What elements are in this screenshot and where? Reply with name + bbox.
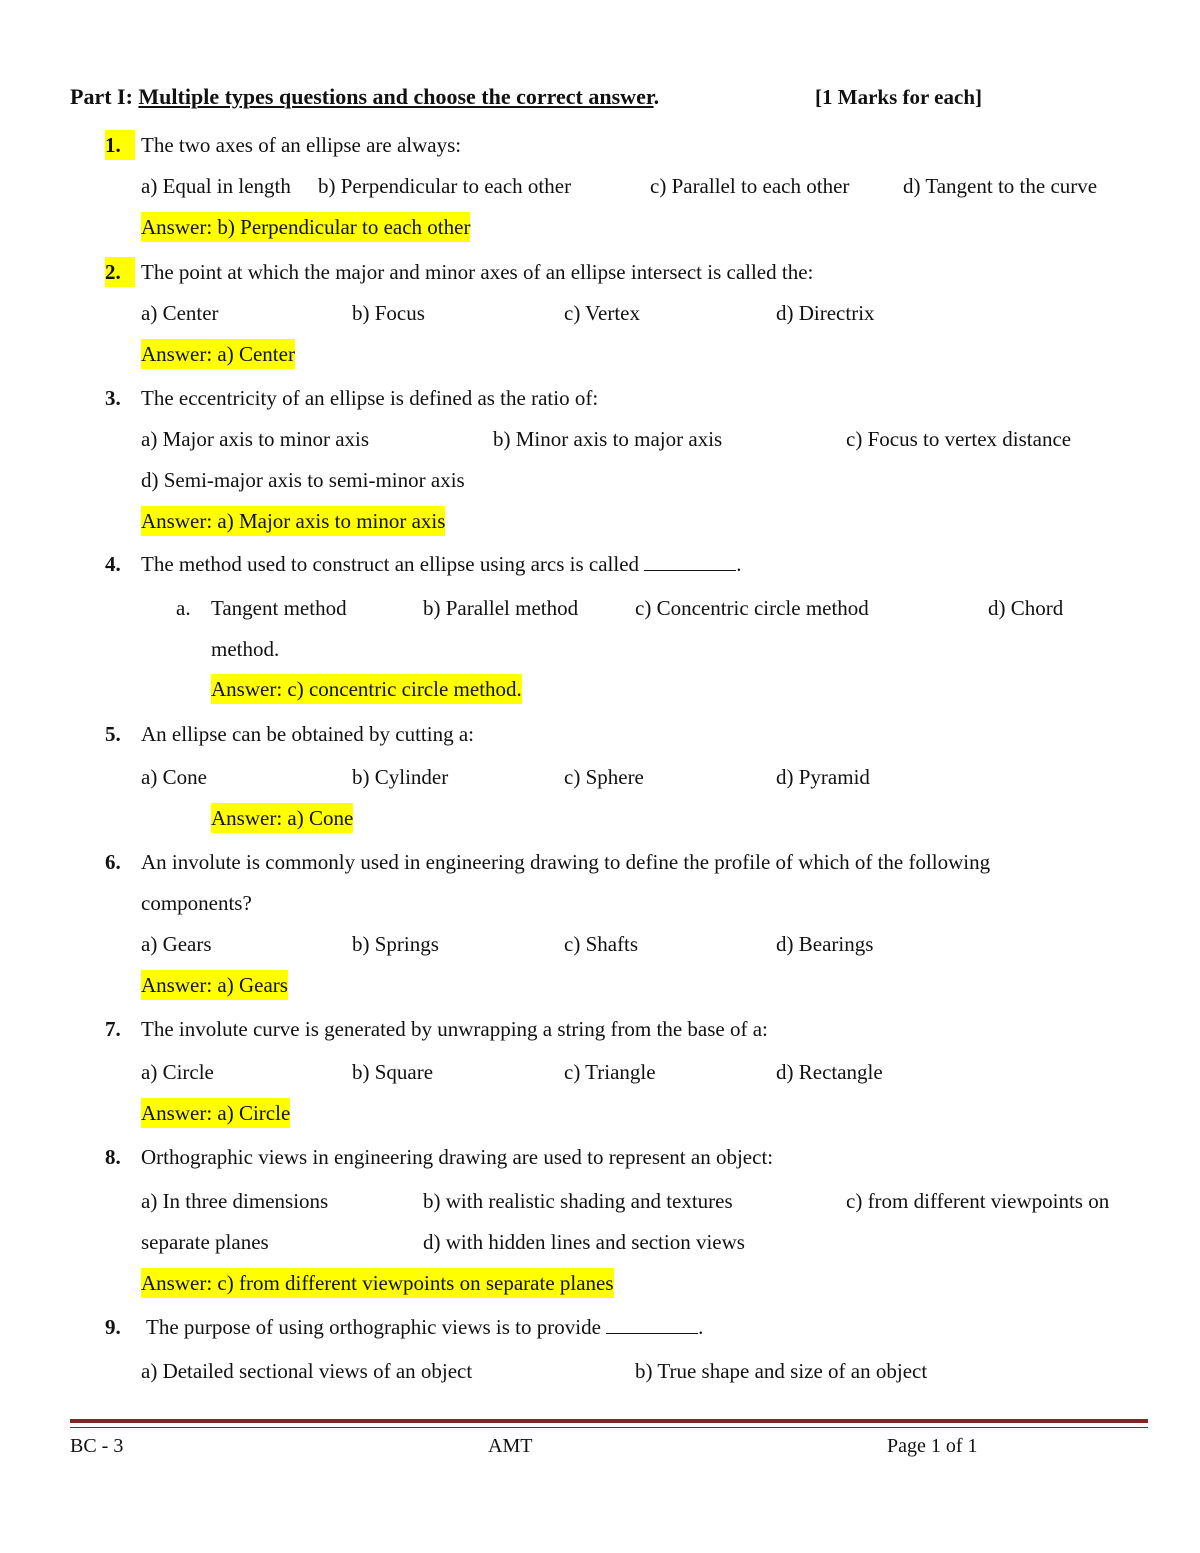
question-text: An involute is commonly used in engineering drawing to define the profile of which of the following bbox=[141, 850, 991, 874]
option: c) from different viewpoints on bbox=[846, 1189, 1110, 1213]
part-title: Multiple types questions and choose the correct answer bbox=[138, 84, 654, 109]
answer-highlight: Answer: a) Gears bbox=[141, 970, 288, 1000]
question-text-main: The method used to construct an ellipse using arcs is called bbox=[141, 552, 640, 576]
footer-page-number: Page 1 of 1 bbox=[887, 1435, 978, 1457]
footer-center: AMT bbox=[488, 1435, 533, 1457]
question-text: An ellipse can be obtained by cutting a: bbox=[141, 722, 474, 746]
option: a) Equal in length bbox=[141, 174, 291, 198]
footer-left: BC - 3 bbox=[70, 1435, 124, 1457]
option: b) Square bbox=[352, 1060, 434, 1084]
option: a) Gears bbox=[141, 932, 212, 956]
option: d) Chord bbox=[988, 596, 1064, 620]
option: a) Detailed sectional views of an object bbox=[141, 1359, 473, 1383]
question-number: 3. bbox=[105, 386, 121, 410]
answer-highlight: Answer: c) concentric circle method. bbox=[211, 674, 522, 704]
option-continued: method. bbox=[211, 637, 280, 661]
option: b) Perpendicular to each other bbox=[318, 174, 572, 198]
answer-highlight: Answer: a) Center bbox=[141, 339, 295, 369]
answer-highlight: Answer: b) Perpendicular to each other bbox=[141, 212, 470, 242]
question-number: 6. bbox=[105, 850, 121, 874]
footer-rule-thick bbox=[70, 1419, 1148, 1423]
option: b) with realistic shading and textures bbox=[423, 1189, 733, 1213]
option: c) Triangle bbox=[564, 1060, 656, 1084]
answer-highlight: Answer: a) Cone bbox=[211, 803, 353, 833]
question-number: 7. bbox=[105, 1017, 121, 1041]
part-heading bbox=[70, 82, 659, 112]
option-continued: separate planes bbox=[141, 1230, 269, 1254]
marks-note: [1 Marks for each] bbox=[815, 85, 982, 109]
option: a) Center bbox=[141, 301, 219, 325]
option: d) with hidden lines and section views bbox=[423, 1230, 745, 1254]
fill-blank bbox=[606, 1313, 698, 1334]
option: c) Focus to vertex distance bbox=[846, 427, 1072, 451]
option: d) Bearings bbox=[776, 932, 874, 956]
question-number: 5. bbox=[105, 722, 121, 746]
option: d) Directrix bbox=[776, 301, 875, 325]
option: c) Shafts bbox=[564, 932, 639, 956]
option: a) Circle bbox=[141, 1060, 214, 1084]
question-text: The eccentricity of an ellipse is defined as the ratio of: bbox=[141, 386, 599, 410]
answer-highlight: Answer: a) Circle bbox=[141, 1098, 290, 1128]
question-text-continued: components? bbox=[141, 891, 252, 915]
option: b) Focus bbox=[352, 301, 425, 325]
question-text-end: . bbox=[698, 1315, 704, 1339]
option: Tangent method bbox=[211, 596, 347, 620]
question-number: 8. bbox=[105, 1145, 121, 1169]
option: b) Cylinder bbox=[352, 765, 449, 789]
option: b) Springs bbox=[352, 932, 439, 956]
question-text: The point at which the major and minor axes of an ellipse intersect is called the: bbox=[141, 260, 814, 284]
question-number: 4. bbox=[105, 552, 121, 576]
question-text: The involute curve is generated by unwrapping a string from the base of a: bbox=[141, 1017, 768, 1041]
question-number: 9. bbox=[105, 1315, 121, 1339]
option-marker: a. bbox=[176, 596, 191, 620]
option: c) Sphere bbox=[564, 765, 644, 789]
option: d) Pyramid bbox=[776, 765, 870, 789]
option: c) Vertex bbox=[564, 301, 640, 325]
question-text-end: . bbox=[736, 552, 742, 576]
footer-rule-thin bbox=[70, 1427, 1148, 1428]
option: d) Semi-major axis to semi-minor axis bbox=[141, 468, 465, 492]
answer-highlight: Answer: a) Major axis to minor axis bbox=[141, 506, 445, 536]
part-title-end: . bbox=[653, 84, 660, 109]
question-number: 1. bbox=[105, 130, 135, 160]
option: c) Parallel to each other bbox=[650, 174, 850, 198]
part-label: Part I: bbox=[70, 84, 133, 109]
question-text bbox=[146, 1312, 703, 1342]
option: d) Tangent to the curve bbox=[903, 174, 1098, 198]
question-text bbox=[141, 549, 742, 579]
question-text: The two axes of an ellipse are always: bbox=[141, 133, 462, 157]
question-text: Orthographic views in engineering drawing are used to represent an object: bbox=[141, 1145, 774, 1169]
option: b) True shape and size of an object bbox=[635, 1359, 928, 1383]
option: b) Parallel method bbox=[423, 596, 579, 620]
question-text-main: The purpose of using orthographic views is to provide bbox=[146, 1315, 601, 1339]
answer-highlight: Answer: c) from different viewpoints on separate planes bbox=[141, 1268, 614, 1298]
option: b) Minor axis to major axis bbox=[493, 427, 723, 451]
question-number: 2. bbox=[105, 257, 135, 287]
option: a) Cone bbox=[141, 765, 207, 789]
option: c) Concentric circle method bbox=[635, 596, 869, 620]
option: a) Major axis to minor axis bbox=[141, 427, 370, 451]
fill-blank bbox=[644, 550, 736, 571]
option: d) Rectangle bbox=[776, 1060, 883, 1084]
option: a) In three dimensions bbox=[141, 1189, 329, 1213]
